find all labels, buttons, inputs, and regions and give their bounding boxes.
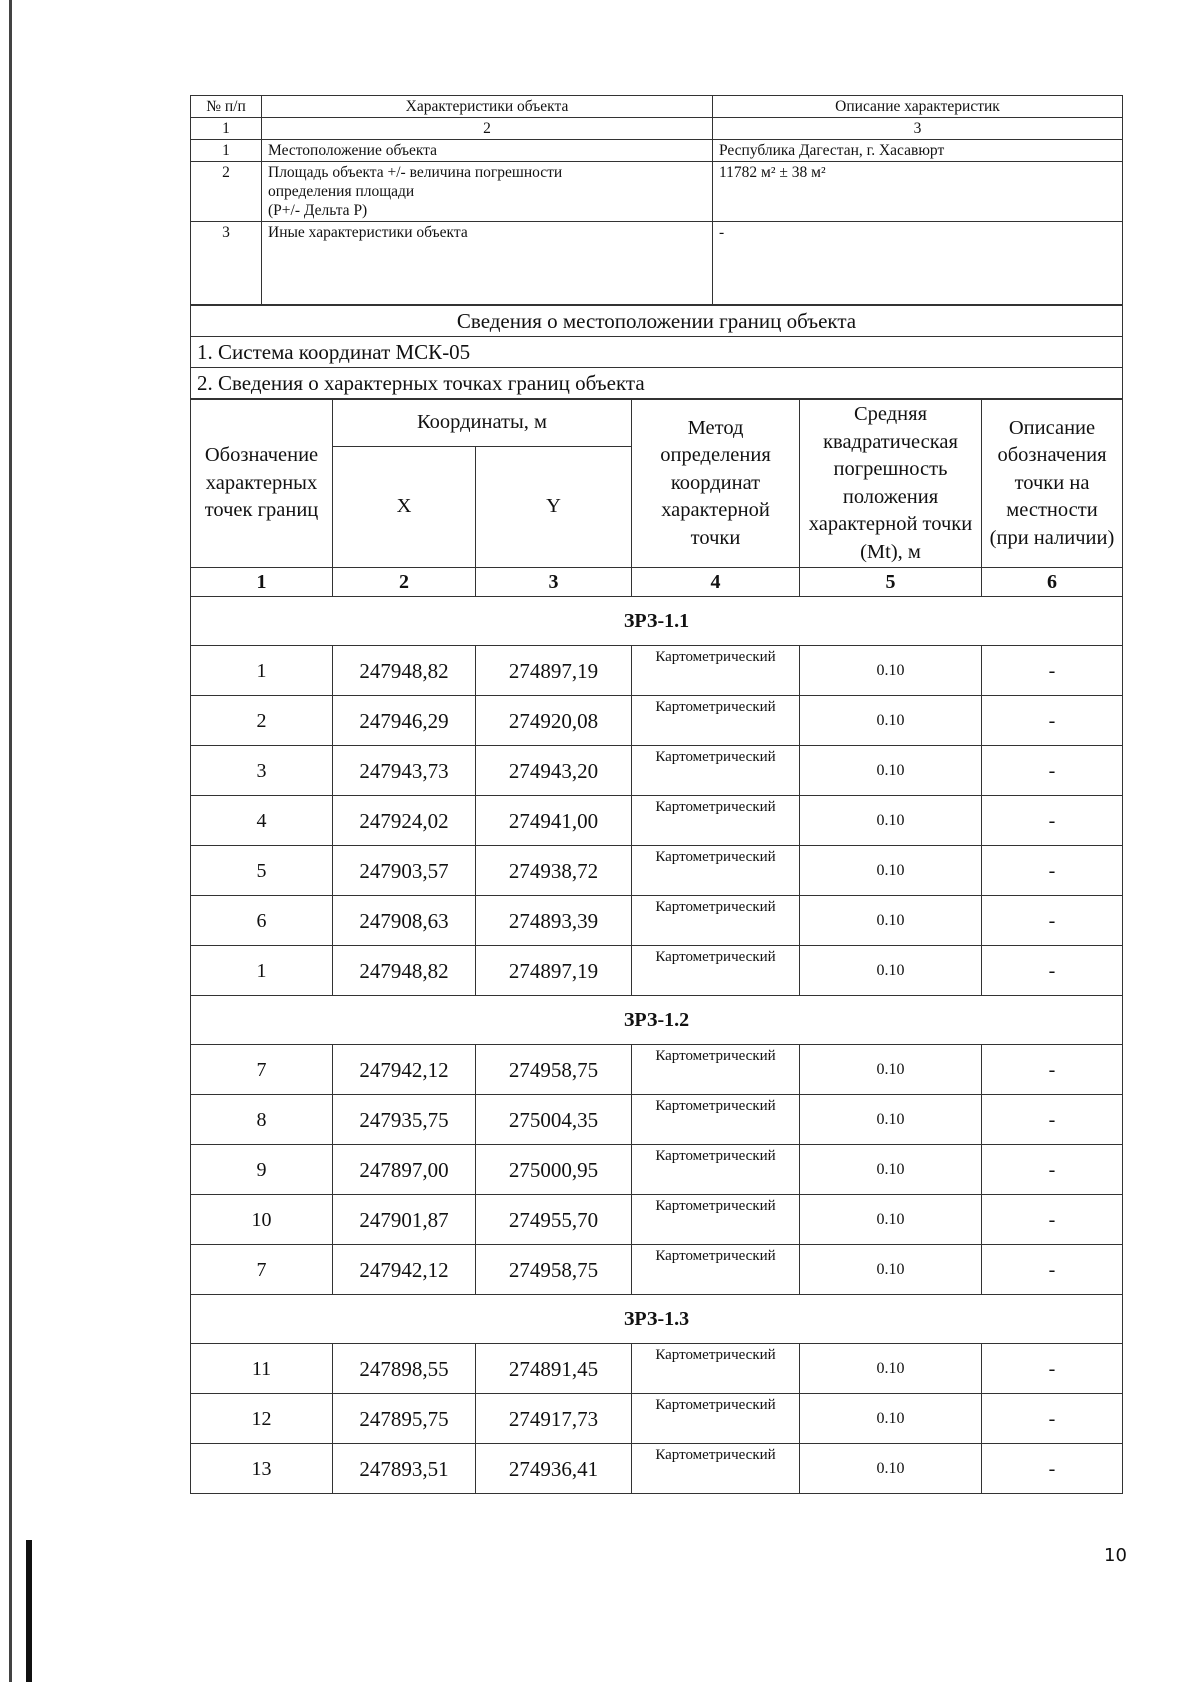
name-line: определения площади <box>268 183 415 200</box>
characteristics-header-row <box>191 96 1123 118</box>
table-row <box>191 1344 1123 1394</box>
point-id: 9 <box>191 1145 333 1195</box>
table-row <box>191 1394 1123 1444</box>
mt-error: 0.10 <box>800 1245 982 1295</box>
method: Картометрический <box>632 946 800 996</box>
name-line: (Р+/- Дельта Р) <box>268 202 368 219</box>
method: Картометрический <box>632 1344 800 1394</box>
header-designation: Обозначение характерных точек границ <box>191 400 333 568</box>
coord-x: 247935,75 <box>333 1095 476 1145</box>
coord-x: 247893,51 <box>333 1444 476 1494</box>
coord-x: 247908,63 <box>333 896 476 946</box>
method: Картометрический <box>632 896 800 946</box>
coord-x: 247901,87 <box>333 1195 476 1245</box>
method: Картометрический <box>632 1444 800 1494</box>
coord-y: 274893,39 <box>476 896 632 946</box>
point-description: - <box>982 1444 1123 1494</box>
point-id: 6 <box>191 896 333 946</box>
name-line: Площадь объекта +/- величина погрешности <box>268 164 563 181</box>
method: Картометрический <box>632 746 800 796</box>
table-row <box>191 896 1123 946</box>
coord-x: 247895,75 <box>333 1394 476 1444</box>
point-id: 1 <box>191 946 333 996</box>
characteristic-name: Местоположение объекта <box>262 140 713 162</box>
point-description: - <box>982 1145 1123 1195</box>
method: Картометрический <box>632 1394 800 1444</box>
table-row <box>191 1045 1123 1095</box>
column-number: 2 <box>333 568 476 597</box>
method: Картометрический <box>632 846 800 896</box>
mt-error: 0.10 <box>800 646 982 696</box>
column-number: 3 <box>713 118 1123 140</box>
coord-y: 274943,20 <box>476 746 632 796</box>
characteristic-name: Иные характеристики объекта <box>262 222 713 305</box>
table-row <box>191 946 1123 996</box>
table-row <box>191 1145 1123 1195</box>
coord-x: 247946,29 <box>333 696 476 746</box>
mt-error: 0.10 <box>800 746 982 796</box>
coord-y: 274958,75 <box>476 1045 632 1095</box>
mt-error: 0.10 <box>800 1095 982 1145</box>
table-row <box>191 140 1123 162</box>
zone-name: ЗРЗ-1.2 <box>191 996 1123 1045</box>
point-description: - <box>982 896 1123 946</box>
point-description: - <box>982 1195 1123 1245</box>
row-number: 3 <box>191 222 262 305</box>
row-number: 2 <box>191 162 262 222</box>
table-row <box>191 1195 1123 1245</box>
header-cell: Описание характеристик <box>713 96 1123 118</box>
coord-y: 274920,08 <box>476 696 632 746</box>
table-row <box>191 846 1123 896</box>
column-number: 1 <box>191 568 333 597</box>
coord-x: 247948,82 <box>333 646 476 696</box>
coord-x: 247948,82 <box>333 946 476 996</box>
header-coordinates: Координаты, м <box>333 400 632 447</box>
point-id: 8 <box>191 1095 333 1145</box>
point-id: 12 <box>191 1394 333 1444</box>
method: Картометрический <box>632 696 800 746</box>
point-id: 13 <box>191 1444 333 1494</box>
coord-y: 275000,95 <box>476 1145 632 1195</box>
point-id: 5 <box>191 846 333 896</box>
method: Картометрический <box>632 1245 800 1295</box>
point-description: - <box>982 1344 1123 1394</box>
point-description: - <box>982 796 1123 846</box>
boundaries-section-header <box>190 305 1123 399</box>
zone-row <box>191 1295 1123 1344</box>
header-description: Описание обозначения точки на местности (при наличии) <box>982 400 1123 568</box>
table-row <box>191 222 1123 305</box>
point-description: - <box>982 1045 1123 1095</box>
points-body <box>191 597 1123 1494</box>
coord-y: 274941,00 <box>476 796 632 846</box>
section-title: Сведения о местоположении границ объекта <box>191 306 1123 337</box>
mt-error: 0.10 <box>800 946 982 996</box>
coord-x: 247903,57 <box>333 846 476 896</box>
zone-row <box>191 996 1123 1045</box>
coord-x: 247898,55 <box>333 1344 476 1394</box>
point-id: 7 <box>191 1245 333 1295</box>
table-row <box>191 1095 1123 1145</box>
header-method: Метод определения координат характерной точки <box>632 400 800 568</box>
point-id: 10 <box>191 1195 333 1245</box>
table-row <box>191 1245 1123 1295</box>
coordinate-system: 1. Система координат МСК-05 <box>191 337 1123 368</box>
point-description: - <box>982 696 1123 746</box>
characteristic-value: - <box>713 222 1123 305</box>
method: Картометрический <box>632 1045 800 1095</box>
table-row <box>191 162 1123 222</box>
characteristics-table <box>190 95 1123 305</box>
column-number: 2 <box>262 118 713 140</box>
characteristic-value: 11782 м² ± 38 м² <box>713 162 1123 222</box>
coord-y: 274917,73 <box>476 1394 632 1444</box>
column-number: 4 <box>632 568 800 597</box>
column-number: 6 <box>982 568 1123 597</box>
column-number-row <box>191 568 1123 597</box>
point-description: - <box>982 746 1123 796</box>
points-header-row <box>191 400 1123 447</box>
coord-y: 274936,41 <box>476 1444 632 1494</box>
table-row <box>191 746 1123 796</box>
point-description: - <box>982 1095 1123 1145</box>
point-description: - <box>982 846 1123 896</box>
header-cell: Характеристики объекта <box>262 96 713 118</box>
table-row <box>191 796 1123 846</box>
point-description: - <box>982 1394 1123 1444</box>
point-id: 4 <box>191 796 333 846</box>
table-row <box>191 696 1123 746</box>
mt-error: 0.10 <box>800 1444 982 1494</box>
mt-error: 0.10 <box>800 1195 982 1245</box>
points-title: 2. Сведения о характерных точках границ объекта <box>191 368 1123 399</box>
column-number-row <box>191 118 1123 140</box>
scan-edge-mark <box>26 1540 32 1682</box>
table-row <box>191 646 1123 696</box>
coord-x: 247942,12 <box>333 1245 476 1295</box>
header-x: X <box>333 447 476 568</box>
mt-error: 0.10 <box>800 896 982 946</box>
header-cell: № п/п <box>191 96 262 118</box>
mt-error: 0.10 <box>800 1045 982 1095</box>
boundary-points-table <box>190 399 1123 1494</box>
zone-row <box>191 597 1123 646</box>
scan-edge-line <box>9 0 12 1682</box>
column-number: 5 <box>800 568 982 597</box>
mt-error: 0.10 <box>800 1394 982 1444</box>
method: Картометрический <box>632 1195 800 1245</box>
mt-error: 0.10 <box>800 846 982 896</box>
header-error: Средняя квадратическая погрешность положения характерной точки (Mt), м <box>800 400 982 568</box>
column-number: 1 <box>191 118 262 140</box>
coord-y: 274891,45 <box>476 1344 632 1394</box>
coord-y: 275004,35 <box>476 1095 632 1145</box>
column-number: 3 <box>476 568 632 597</box>
zone-name: ЗРЗ-1.1 <box>191 597 1123 646</box>
point-id: 2 <box>191 696 333 746</box>
coord-y: 274897,19 <box>476 646 632 696</box>
characteristic-name <box>262 162 713 222</box>
document-page <box>190 95 1123 1494</box>
mt-error: 0.10 <box>800 1344 982 1394</box>
coord-x: 247924,02 <box>333 796 476 846</box>
method: Картометрический <box>632 1095 800 1145</box>
coord-y: 274938,72 <box>476 846 632 896</box>
method: Картометрический <box>632 1145 800 1195</box>
point-id: 7 <box>191 1045 333 1095</box>
mt-error: 0.10 <box>800 1145 982 1195</box>
point-id: 1 <box>191 646 333 696</box>
point-id: 11 <box>191 1344 333 1394</box>
method: Картометрический <box>632 646 800 696</box>
point-id: 3 <box>191 746 333 796</box>
coord-y: 274955,70 <box>476 1195 632 1245</box>
characteristic-value: Республика Дагестан, г. Хасавюрт <box>713 140 1123 162</box>
page-number: 10 <box>1104 1545 1127 1566</box>
coord-x: 247943,73 <box>333 746 476 796</box>
table-row <box>191 1444 1123 1494</box>
coord-x: 247942,12 <box>333 1045 476 1095</box>
coord-x: 247897,00 <box>333 1145 476 1195</box>
point-description: - <box>982 946 1123 996</box>
row-number: 1 <box>191 140 262 162</box>
mt-error: 0.10 <box>800 696 982 746</box>
header-y: Y <box>476 447 632 568</box>
method: Картометрический <box>632 796 800 846</box>
mt-error: 0.10 <box>800 796 982 846</box>
point-description: - <box>982 1245 1123 1295</box>
coord-y: 274958,75 <box>476 1245 632 1295</box>
point-description: - <box>982 646 1123 696</box>
zone-name: ЗРЗ-1.3 <box>191 1295 1123 1344</box>
coord-y: 274897,19 <box>476 946 632 996</box>
